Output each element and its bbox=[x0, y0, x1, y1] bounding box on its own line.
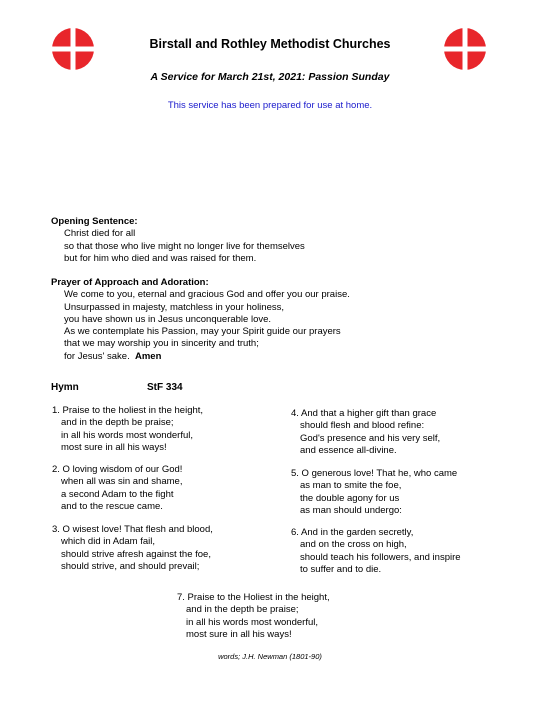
opening-line: Christ died for all bbox=[64, 228, 136, 240]
verse-line: 3. O wisest love! That flesh and blood, bbox=[52, 524, 213, 535]
verse-line: as man to smite the foe, bbox=[300, 480, 402, 492]
opening-sentence-section bbox=[51, 216, 305, 265]
verse-line: to suffer and to die. bbox=[300, 563, 382, 575]
verse-line: in all his words most wonderful, bbox=[61, 429, 193, 441]
hymn-number: StF 334 bbox=[147, 382, 183, 393]
prayer-line: Unsurpassed in majesty, matchless in your holiness, bbox=[64, 301, 285, 313]
verse-line: 7. Praise to the Holiest in the height, bbox=[177, 592, 330, 603]
verse-line: 4. And that a higher gift than grace bbox=[291, 408, 437, 419]
prayer-line: you have shown us in Jesus unconquerable love. bbox=[64, 313, 272, 325]
opening-line: but for him who died and was raised for them. bbox=[64, 252, 257, 264]
verse-line: should strive afresh against the foe, bbox=[61, 548, 211, 560]
verse-line: should strive, and should prevail; bbox=[61, 560, 200, 572]
home-use-note: This service has been prepared for use at home. bbox=[167, 100, 373, 111]
verse-line: when all was sin and shame, bbox=[61, 476, 183, 488]
prayer-section bbox=[51, 277, 350, 363]
verse-line: and on the cross on high, bbox=[300, 539, 407, 551]
opening-line: so that those who live might no longer live for themselves bbox=[64, 240, 305, 252]
verse-line: in all his words most wonderful, bbox=[186, 616, 318, 628]
verse-line: 1. Praise to the holiest in the height, bbox=[52, 405, 204, 416]
verse-line: and essence all-divine. bbox=[300, 444, 397, 456]
verse-line: 2. O loving wisdom of our God! bbox=[52, 464, 183, 475]
verse-line: a second Adam to the fight bbox=[61, 488, 174, 500]
hymn-verse-6 bbox=[291, 527, 461, 576]
verse-line: and to the rescue came. bbox=[61, 500, 163, 512]
hymn-verse-4 bbox=[291, 408, 440, 457]
opening-sentence-heading: Opening Sentence: bbox=[51, 216, 138, 227]
prayer-line: We come to you, eternal and gracious God and offer you our praise. bbox=[64, 289, 350, 301]
verse-line: 5. O generous love! That he, who came bbox=[291, 468, 458, 479]
verse-line: the double agony for us bbox=[300, 492, 400, 504]
hymn-verse-5 bbox=[291, 468, 457, 517]
amen: Amen bbox=[134, 350, 162, 362]
hymn-verse-1 bbox=[52, 405, 203, 454]
verse-line: most sure in all his ways! bbox=[186, 628, 292, 640]
page-title: Birstall and Rothley Methodist Churches bbox=[149, 37, 391, 51]
service-subtitle: A Service for March 21st, 2021: Passion Sunday bbox=[150, 71, 390, 83]
hymn-verse-7 bbox=[177, 592, 330, 641]
hymn-credit: words; J.H. Newman (1801-90) bbox=[218, 652, 322, 661]
hymn-verse-3 bbox=[52, 524, 213, 573]
verse-line: as man should undergo: bbox=[300, 504, 402, 516]
verse-line: God's presence and his very self, bbox=[300, 432, 441, 444]
verse-line: should teach his followers, and inspire bbox=[300, 551, 461, 563]
prayer-heading: Prayer of Approach and Adoration: bbox=[51, 277, 209, 288]
hymn-label: Hymn bbox=[51, 382, 79, 393]
prayer-line bbox=[51, 351, 350, 363]
prayer-line: that we may worship you in sincerity and truth; bbox=[64, 338, 259, 350]
verse-line: 6. And in the garden secretly, bbox=[291, 527, 414, 538]
verse-line: should flesh and blood refine: bbox=[300, 420, 425, 432]
prayer-line-final: for Jesus' sake. bbox=[64, 350, 130, 362]
prayer-line: As we contemplate his Passion, may your Spirit guide our prayers bbox=[64, 326, 341, 338]
hymn-verse-2 bbox=[52, 464, 182, 513]
verse-line: and in the depth be praise; bbox=[186, 604, 299, 616]
verse-line: and in the depth be praise; bbox=[61, 417, 174, 429]
hymn-heading bbox=[51, 382, 183, 393]
verse-line: most sure in all his ways! bbox=[61, 441, 167, 453]
verse-line: which did in Adam fail, bbox=[61, 536, 155, 548]
